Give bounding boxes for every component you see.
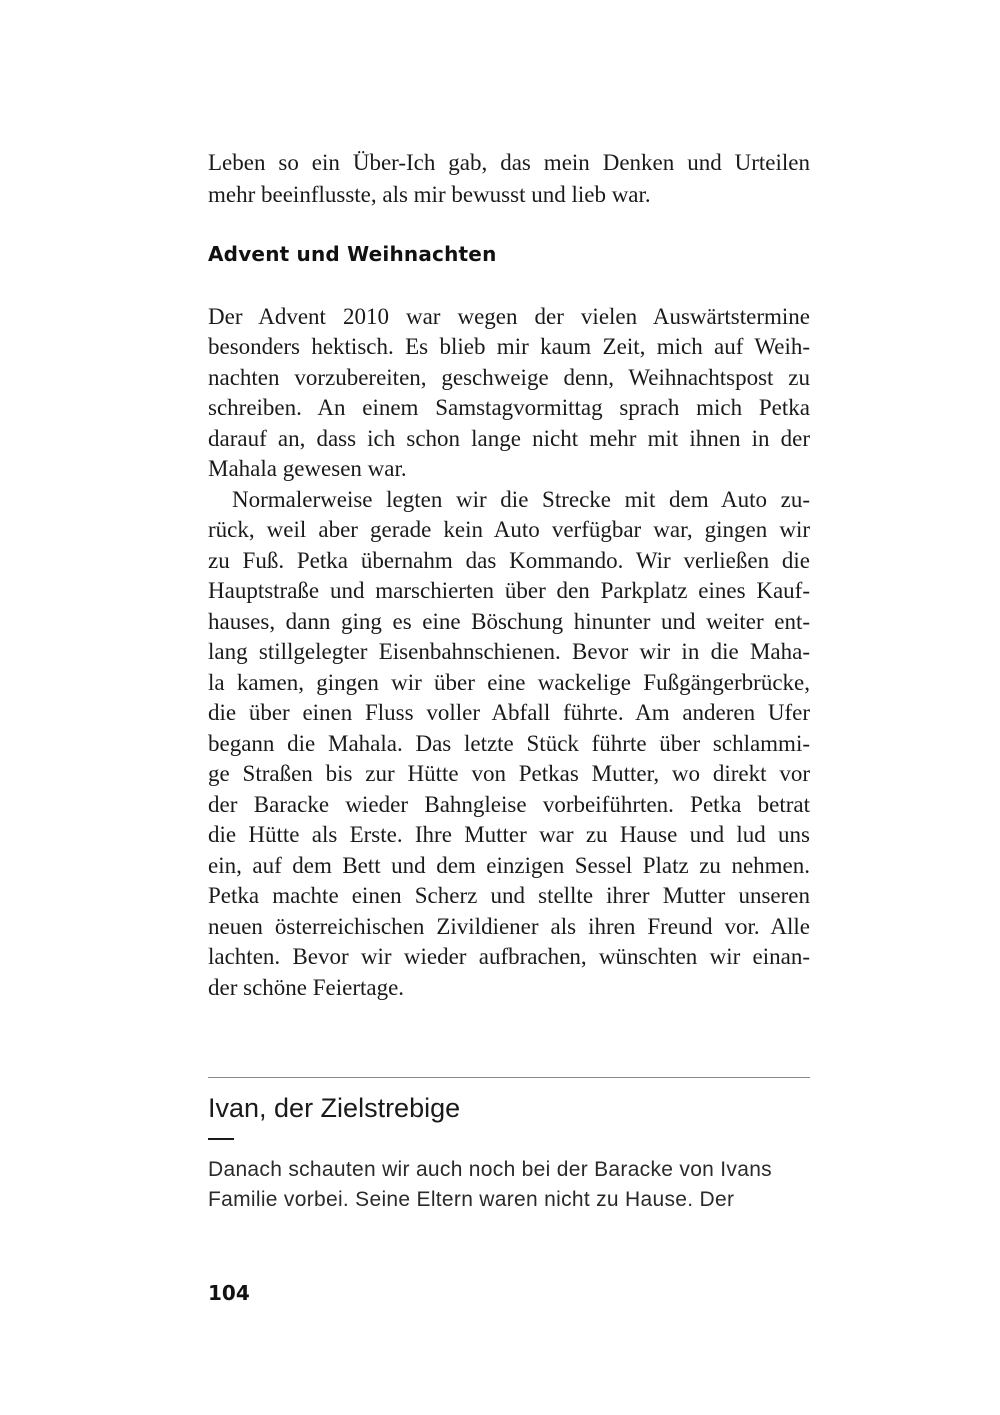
paragraph-line: Normalerweise legten wir die Strecke mit dem Auto zu- <box>232 487 810 512</box>
paragraph-line: nachten vorzubereiten, geschweige denn, Weihnachtspost zu <box>208 365 810 390</box>
paragraph-line: neuen österreichischen Zivildiener als ihren Freund vor. Alle <box>208 914 810 939</box>
paragraph-line: lang stillgelegter Eisenbahnschienen. Bevor wir in die Maha- <box>208 639 810 664</box>
paragraph-line: die Hütte als Erste. Ihre Mutter war zu Hause und lud uns <box>208 822 810 847</box>
section-line: Familie vorbei. Seine Eltern waren nicht zu Hause. Der <box>208 1188 735 1211</box>
paragraph-line: darauf an, dass ich schon lange nicht mehr mit ihnen in der <box>208 426 810 451</box>
paragraph-line: Hauptstraße und marschierten über den Parkplatz eines Kauf- <box>208 578 810 603</box>
paragraph-line: zu Fuß. Petka übernahm das Kommando. Wir verließen die <box>208 548 810 573</box>
paragraph-line: der Baracke wieder Bahngleise vorbeiführten. Petka betrat <box>208 792 810 817</box>
paragraph-line: Petka machte einen Scherz und stellte ihrer Mutter unseren <box>208 883 810 908</box>
section-title: Ivan, der Zielstrebige <box>208 1093 461 1123</box>
section-line: Danach schauten wir auch noch bei der Baracke von Ivans <box>208 1158 772 1181</box>
paragraph-line: die über einen Fluss voller Abfall führte. Am anderen Ufer <box>208 700 810 725</box>
paragraph-line: ein, auf dem Bett und dem einzigen Sessel Platz zu nehmen. <box>208 853 810 878</box>
paragraph-line: rück, weil aber gerade kein Auto verfügbar war, gingen wir <box>208 517 810 542</box>
paragraph-line: besonders hektisch. Es blieb mir kaum Zeit, mich auf Weih- <box>208 334 810 359</box>
paragraph-line: begann die Mahala. Das letzte Stück führte über schlammi- <box>208 731 810 756</box>
section-divider <box>208 1077 810 1078</box>
subsection-heading: Advent und Weihnachten <box>208 242 497 266</box>
paragraph-line: ge Straßen bis zur Hütte von Petkas Mutter, wo direkt vor <box>208 761 810 786</box>
paragraph-line: la kamen, gingen wir über eine wackelige Fußgängerbrücke, <box>208 670 810 695</box>
page-number: 104 <box>208 1281 250 1305</box>
intro-line: Leben so ein Über-Ich gab, das mein Denken und Urteilen <box>208 150 810 175</box>
paragraph-line: hauses, dann ging es eine Böschung hinunter und weiter ent- <box>208 609 810 634</box>
paragraph-line: der schöne Feiertage. <box>208 975 405 1000</box>
paragraph-line: lachten. Bevor wir wieder aufbrachen, wünschten wir einan- <box>208 944 810 969</box>
title-dash <box>208 1138 234 1140</box>
paragraph-line: Mahala gewesen war. <box>208 456 407 481</box>
paragraph-line: schreiben. An einem Samstagvormittag sprach mich Petka <box>208 395 810 420</box>
intro-line: mehr beeinflusste, als mir bewusst und lieb war. <box>208 182 651 207</box>
paragraph-line: Der Advent 2010 war wegen der vielen Auswärtstermine <box>208 304 810 329</box>
